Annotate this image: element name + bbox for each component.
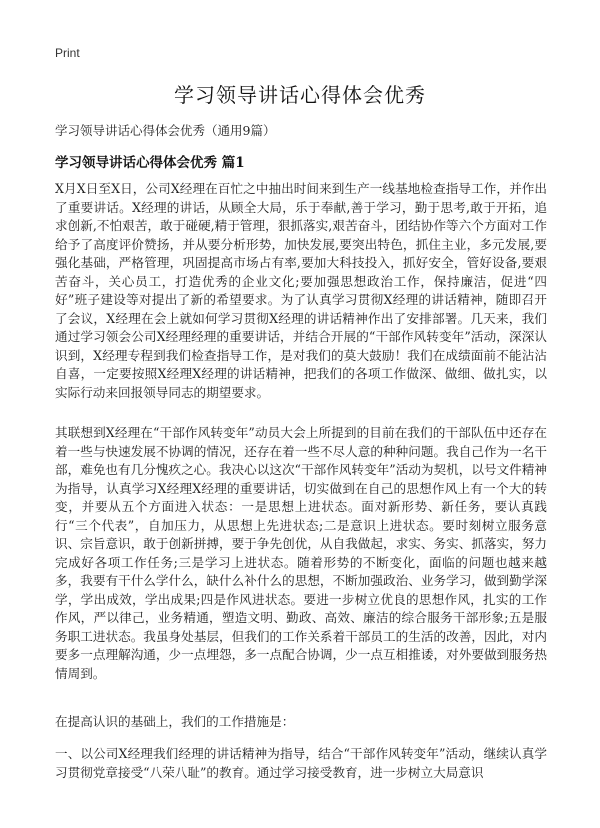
paragraph-2: 其联想到X经理在“干部作风转变年”动员大会上所提到的目前在我们的干部队伍中还存在着一些与快速发展不协调的情况，还存在着一些不尽人意的种种问题。我自己作为一名干部，难免也有几分愧疚之心。我决心以这次“干部作风转变年”活动为契机，以号文件精神为指导，认真学习X经理X经理的重要讲话，切实做到在自己的思想作风上有一个大的转变，并要从五个方面进入状态：一是思想上进状态。面对新形势、新任务，要认真践行“三个代表”，自加压力，从思想上先进状态;二是意识上进状态。要时刻树立服务意识、宗旨意识，敢于创新拼搏，要于争先创优，从自我做起，求实、务实、抓落实，努力完成好各项工作任务;三是学习上进状态。随着形势的不断变化，面临的问题也越来越多，我要有干什么学什么，缺什么补什么的思想，不断加强政治、业务学习，做到勤学深学，学出成效，学出成果;四是作风进状态。要进一步树立优良的思想作风，扎实的工作作风，严以律己，业务精通，塑造文明、勤政、高效、廉洁的综合服务干部形象;五是服务职工进状态。我虽身处基层，但我们的工作关系着干部员工的生活的改善，因此，对内要多一点理解沟通，少一点埋怨，多一点配合协调，少一点互相推诿，对外要做到服务热情周到。 [55,425,547,681]
page-title: 学习领导讲话心得体会优秀 [174,83,426,107]
paragraph-1: X月X日至X日，公司X经理在百忙之中抽出时间来到生产一线基地检查指导工作，并作出了重要讲话。X经理的讲话，从顾全大局，乐于奉献,善于学习，勤于思考,敢于开拓，追求创新,不怕艰苦，敢于碰硬,精于管理，狠抓落实,艰苦奋斗，团结协作等六个方面对工作给予了高度评价赞扬，并从要分析形势，加快发展,要突出特色，抓住主业，多元发展,要强化基础，严格管理，巩固提高市场占有率,要加大科技投入，抓好安全，管好设备,要艰苦奋斗，关心员工，打造优秀的企业文化;要加强思想政治工作，保持廉洁，促进“四好”班子建设等对提出了新的希望要求。为了认真学习贯彻X经理的讲话精神，随即召开了会议，X经理在会上就如何学习贯彻X经理的讲话精神作出了安排部署。几天来，我们通过学习领会公司X经理经理的重要讲话，并结合开展的“干部作风转变年”活动，深深认识到，X经理专程到我们检查指导工作，是对我们的莫大鼓励！我们在成绩面前不能沾沾自喜，一定要按照X经理X经理的讲话精神，把我们的各项工作做深、做细、做扎实，以实际行动来回报领导同志的期望要求。 [55,181,547,400]
paragraph-4: 一、以公司X经理我们经理的讲话精神为指导，结合“干部作风转变年”活动，继续认真学习贯彻党章接受“八荣八耻”的教育。通过学习接受教育，进一步树立大局意识 [55,746,547,780]
print-label: Print [55,46,80,60]
paragraph-3: 在提高认识的基础上，我们的工作措施是： [55,714,295,729]
section-heading: 学习领导讲话心得体会优秀 篇1 [55,155,245,171]
document-subtitle: 学习领导讲话心得体会优秀（通用9篇） [55,123,276,138]
